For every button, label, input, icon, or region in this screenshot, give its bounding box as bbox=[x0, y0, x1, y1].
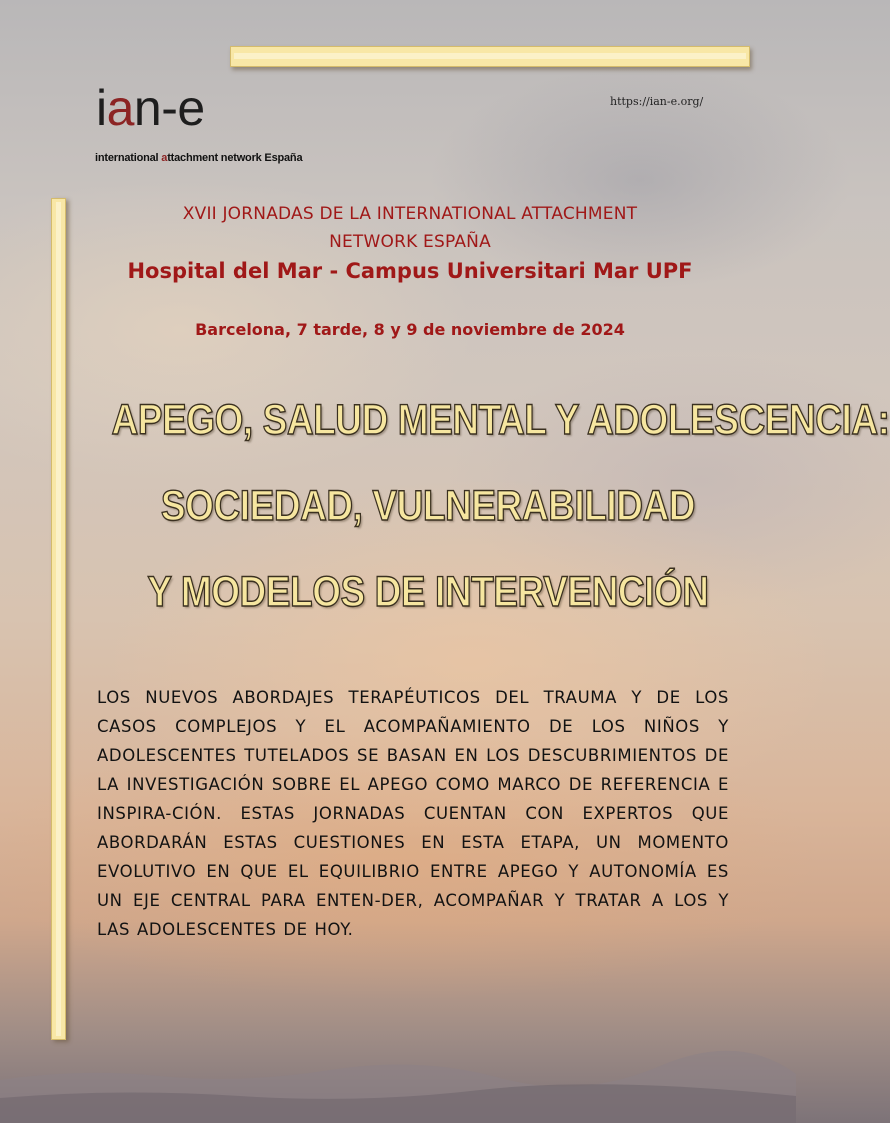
event-title-line-1: XVII JORNADAS DE LA INTERNATIONAL ATTACHMENT bbox=[182, 204, 638, 224]
event-title-line-2: NETWORK ESPAÑA bbox=[329, 232, 491, 252]
logo-subtitle-accent: a bbox=[161, 152, 168, 164]
background-hills bbox=[0, 1040, 796, 1123]
main-title-line-1: APEGO, SALUD MENTAL Y ADOLESCENCIA: bbox=[111, 396, 890, 444]
logo-text-accent: a bbox=[106, 80, 134, 136]
logo-subtitle-end: ttachment network España bbox=[167, 152, 303, 164]
event-date: Barcelona, 7 tarde, 8 y 9 de noviembre de 2024 bbox=[195, 320, 625, 339]
logo-subtitle bbox=[95, 152, 302, 164]
main-title-line-2: SOCIEDAD, VULNERABILIDAD bbox=[160, 482, 696, 530]
logo-text-end: n-e bbox=[133, 80, 205, 136]
decorative-top-bar bbox=[230, 46, 750, 67]
event-description: LOS NUEVOS ABORDAJES TERAPÉUTICOS DEL TRAUMA Y DE LOS CASOS COMPLEJOS Y EL ACOMPAÑAMIENTO DE LOS NIÑOS Y ADOLESCENTES TUTELADOS SE BASAN EN LOS DESCUBRIMIENTOS DE LA INVESTIGACIÓN SOBRE EL APEGO COMO MARCO DE REFERENCIA E INSPIRA-CIÓN. ESTAS JORNADAS CUENTAN CON EXPERTOS QUE ABORDARÁN ESTAS CUESTIONES EN ESTA ETAPA, UN MOMENTO EVOLUTIVO EN QUE EL EQUILIBRIO ENTRE APEGO Y AUTONOMÍA ES UN EJE CENTRAL PARA ENTEN-DER, ACOMPAÑAR Y TRATAR A LOS Y LAS ADOLESCENTES DE HOY. bbox=[97, 688, 729, 939]
website-link[interactable]: https://ian-e.org/ bbox=[610, 95, 704, 108]
event-venue: Hospital del Mar - Campus Universitari Mar UPF bbox=[127, 259, 693, 283]
main-title-line-3: Y MODELOS DE INTERVENCIÓN bbox=[147, 568, 709, 616]
decorative-left-bar bbox=[51, 198, 66, 1040]
logo-text-start: i bbox=[96, 80, 107, 136]
logo-subtitle-start: international bbox=[95, 152, 162, 164]
ian-e-logo bbox=[96, 80, 205, 136]
